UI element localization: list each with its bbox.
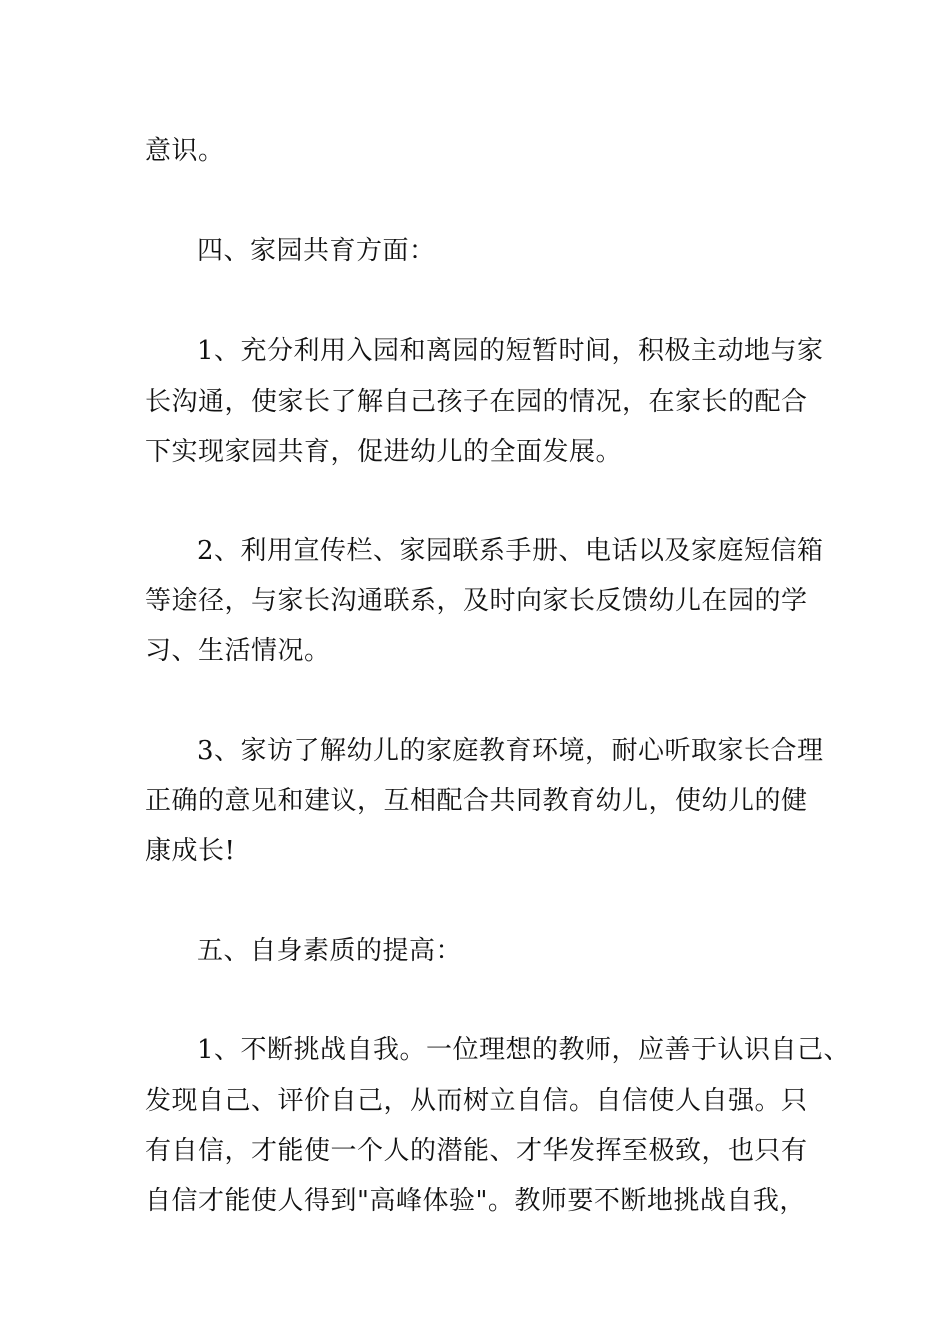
paragraph-line: 3、家访了解幼儿的家庭教育环境，耐心听取家长合理 (197, 736, 824, 766)
paragraph-line: 自信才能使人得到"高峰体验"。教师要不断地挑战自我， (145, 1186, 806, 1216)
paragraph-line: 下实现家园共育，促进幼儿的全面发展。 (145, 437, 623, 467)
paragraph-line: 康成长! (145, 836, 236, 866)
paragraph-line: 等途径，与家长沟通联系，及时向家长反馈幼儿在园的学 (145, 586, 808, 616)
section-heading: 五、自身素质的提高： (197, 936, 463, 966)
paragraph-line: 正确的意见和建议，互相配合共同教育幼儿，使幼儿的健 (145, 786, 808, 816)
section-heading: 四、家园共育方面： (197, 236, 436, 266)
paragraph-line: 长沟通，使家长了解自己孩子在园的情况，在家长的配合 (145, 387, 808, 417)
paragraph-line: 发现自己、评价自己，从而树立自信。自信使人自强。只 (145, 1086, 808, 1116)
paragraph-line: 习、生活情况。 (145, 636, 331, 666)
paragraph-line: 有自信，才能使一个人的潜能、才华发挥至极致，也只有 (145, 1136, 808, 1166)
paragraph-line: 意识。 (145, 136, 225, 166)
paragraph-line: 1、不断挑战自我。一位理想的教师，应善于认识自己、 (197, 1035, 851, 1065)
paragraph-line: 2、利用宣传栏、家园联系手册、电话以及家庭短信箱 (197, 536, 824, 566)
paragraph-line: 1、充分利用入园和离园的短暂时间，积极主动地与家 (197, 336, 824, 366)
